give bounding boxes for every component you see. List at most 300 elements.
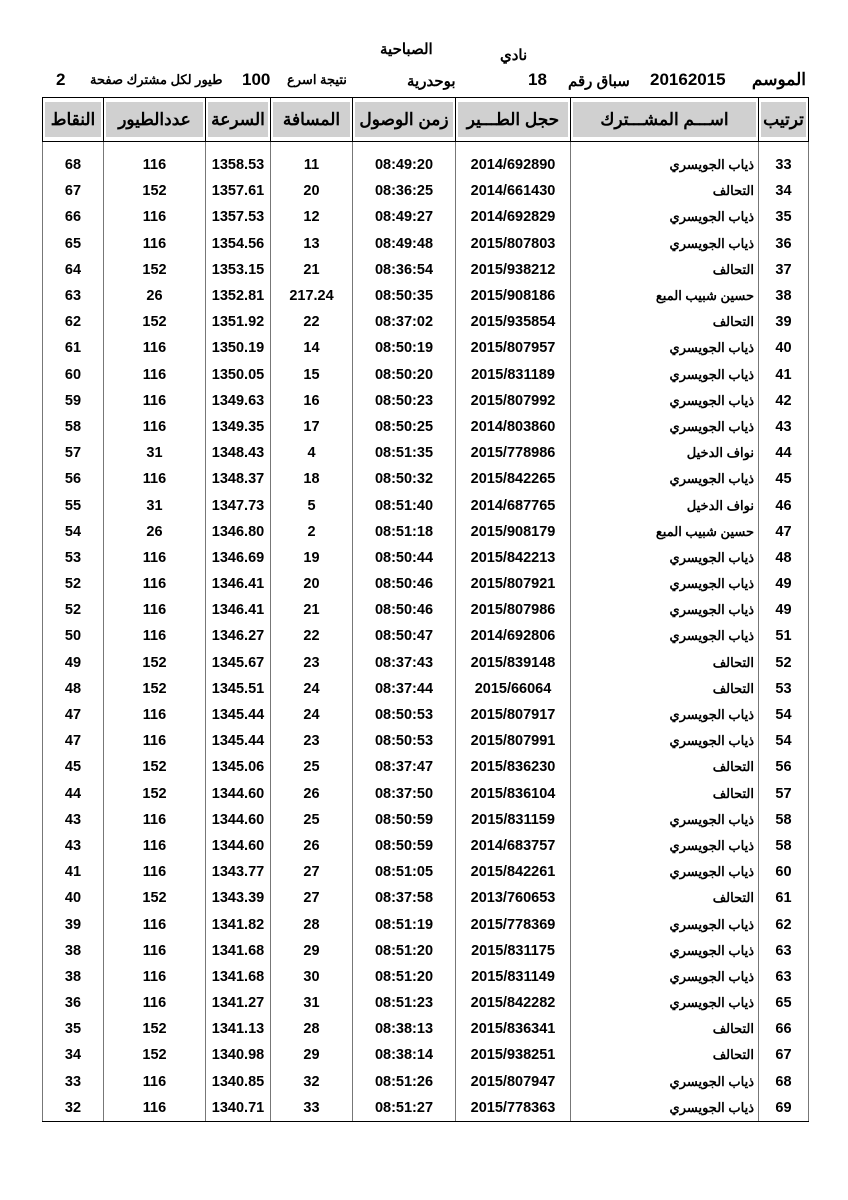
cell-ring: 2015/778369	[456, 911, 571, 937]
cell-points: 47	[43, 702, 104, 728]
col-distance-label: المسافة	[273, 102, 350, 137]
col-ring	[456, 98, 571, 142]
table-row	[43, 335, 809, 361]
table-row	[43, 702, 809, 728]
cell-speed: 1340.98	[206, 1042, 271, 1068]
cell-name: ذياب الجويسري	[571, 702, 759, 728]
cell-bird-count: 116	[104, 807, 206, 833]
col-points-label: النقاط	[45, 102, 101, 137]
cell-rank: 47	[759, 519, 809, 545]
club-name: الصباحية	[380, 41, 433, 58]
cell-bird-count: 152	[104, 754, 206, 780]
cell-rank: 33	[759, 142, 809, 179]
cell-rank: 49	[759, 571, 809, 597]
cell-speed: 1351.92	[206, 309, 271, 335]
cell-arrival-time: 08:51:20	[353, 938, 456, 964]
cell-rank: 49	[759, 597, 809, 623]
cell-ring: 2015/935854	[456, 309, 571, 335]
cell-ring: 2015/807992	[456, 388, 571, 414]
table-row	[43, 1042, 809, 1068]
table-row	[43, 885, 809, 911]
cell-name: ذياب الجويسري	[571, 1069, 759, 1095]
table-row	[43, 440, 809, 466]
table-row	[43, 990, 809, 1016]
cell-bird-count: 26	[104, 519, 206, 545]
cell-arrival-time: 08:50:46	[353, 597, 456, 623]
cell-ring: 2014/687765	[456, 492, 571, 518]
cell-rank: 62	[759, 911, 809, 937]
cell-arrival-time: 08:50:53	[353, 702, 456, 728]
cell-points: 44	[43, 781, 104, 807]
cell-arrival-time: 08:51:20	[353, 964, 456, 990]
cell-speed: 1346.80	[206, 519, 271, 545]
cell-rank: 48	[759, 545, 809, 571]
cell-rank: 46	[759, 492, 809, 518]
table-row	[43, 466, 809, 492]
cell-bird-count: 116	[104, 964, 206, 990]
cell-bird-count: 152	[104, 885, 206, 911]
result-label: نتيجة اسرع	[287, 72, 347, 87]
cell-rank: 52	[759, 650, 809, 676]
cell-distance: 2	[271, 519, 353, 545]
cell-bird-count: 152	[104, 1016, 206, 1042]
cell-speed: 1346.69	[206, 545, 271, 571]
cell-bird-count: 116	[104, 204, 206, 230]
cell-arrival-time: 08:51:35	[353, 440, 456, 466]
cell-points: 67	[43, 178, 104, 204]
col-participant-label: اســـم المشـــترك	[573, 102, 756, 137]
cell-distance: 5	[271, 492, 353, 518]
cell-rank: 40	[759, 335, 809, 361]
cell-points: 61	[43, 335, 104, 361]
cell-arrival-time: 08:49:20	[353, 142, 456, 179]
page-number: 2	[56, 70, 66, 89]
table-row	[43, 362, 809, 388]
cell-speed: 1344.60	[206, 807, 271, 833]
cell-rank: 67	[759, 1042, 809, 1068]
cell-distance: 14	[271, 335, 353, 361]
cell-distance: 21	[271, 597, 353, 623]
cell-bird-count: 116	[104, 142, 206, 179]
cell-name: ذياب الجويسري	[571, 623, 759, 649]
cell-speed: 1346.27	[206, 623, 271, 649]
col-rank-label: ترتيب	[761, 102, 806, 137]
cell-points: 33	[43, 1069, 104, 1095]
cell-distance: 16	[271, 388, 353, 414]
cell-ring: 2015/842265	[456, 466, 571, 492]
club-label: نادي	[500, 47, 528, 64]
cell-arrival-time: 08:50:23	[353, 388, 456, 414]
cell-name: ذياب الجويسري	[571, 204, 759, 230]
cell-speed: 1340.85	[206, 1069, 271, 1095]
cell-ring: 2015/807986	[456, 597, 571, 623]
col-ring-label: حجل الطـــير	[458, 102, 568, 137]
col-bird-count-label: عددالطيور	[106, 102, 203, 137]
col-speed	[206, 98, 271, 142]
cell-points: 52	[43, 597, 104, 623]
cell-bird-count: 116	[104, 859, 206, 885]
cell-speed: 1346.41	[206, 597, 271, 623]
cell-bird-count: 116	[104, 702, 206, 728]
table-row	[43, 781, 809, 807]
table-row	[43, 859, 809, 885]
cell-rank: 63	[759, 938, 809, 964]
table-row	[43, 938, 809, 964]
cell-distance: 4	[271, 440, 353, 466]
cell-rank: 45	[759, 466, 809, 492]
cell-points: 52	[43, 571, 104, 597]
result-count: 100	[242, 70, 271, 89]
cell-distance: 20	[271, 571, 353, 597]
cell-ring: 2015/836104	[456, 781, 571, 807]
cell-speed: 1358.53	[206, 142, 271, 179]
cell-name: ذياب الجويسري	[571, 231, 759, 257]
cell-name: التحالف	[571, 1042, 759, 1068]
cell-arrival-time: 08:50:44	[353, 545, 456, 571]
cell-rank: 61	[759, 885, 809, 911]
cell-ring: 2013/760653	[456, 885, 571, 911]
table-row	[43, 519, 809, 545]
cell-name: ذياب الجويسري	[571, 964, 759, 990]
cell-rank: 66	[759, 1016, 809, 1042]
cell-ring: 2015/908186	[456, 283, 571, 309]
cell-bird-count: 116	[104, 833, 206, 859]
cell-arrival-time: 08:51:05	[353, 859, 456, 885]
cell-arrival-time: 08:50:19	[353, 335, 456, 361]
cell-name: نواف الدخيل	[571, 492, 759, 518]
cell-bird-count: 116	[104, 545, 206, 571]
cell-ring: 2015/908179	[456, 519, 571, 545]
cell-name: التحالف	[571, 257, 759, 283]
cell-name: ذياب الجويسري	[571, 911, 759, 937]
cell-rank: 51	[759, 623, 809, 649]
cell-distance: 22	[271, 623, 353, 649]
cell-name: ذياب الجويسري	[571, 833, 759, 859]
cell-ring: 2015/831149	[456, 964, 571, 990]
col-arrival	[353, 98, 456, 142]
cell-points: 64	[43, 257, 104, 283]
cell-ring: 2015/831189	[456, 362, 571, 388]
cell-points: 40	[43, 885, 104, 911]
cell-speed: 1348.37	[206, 466, 271, 492]
cell-rank: 41	[759, 362, 809, 388]
cell-ring: 2015/807803	[456, 231, 571, 257]
cell-distance: 217.24	[271, 283, 353, 309]
cell-distance: 27	[271, 859, 353, 885]
cell-arrival-time: 08:51:27	[353, 1095, 456, 1122]
cell-rank: 54	[759, 728, 809, 754]
cell-distance: 26	[271, 833, 353, 859]
cell-ring: 2014/683757	[456, 833, 571, 859]
cell-speed: 1345.06	[206, 754, 271, 780]
race-number: 18	[528, 70, 547, 89]
cell-speed: 1345.51	[206, 676, 271, 702]
cell-name: ذياب الجويسري	[571, 142, 759, 179]
table-row	[43, 1095, 809, 1122]
cell-name: ذياب الجويسري	[571, 990, 759, 1016]
cell-distance: 15	[271, 362, 353, 388]
cell-arrival-time: 08:50:47	[353, 623, 456, 649]
cell-points: 66	[43, 204, 104, 230]
race-label: سباق رقم	[568, 73, 630, 90]
col-points	[43, 98, 104, 142]
cell-ring: 2014/692806	[456, 623, 571, 649]
cell-name: ذياب الجويسري	[571, 414, 759, 440]
cell-distance: 32	[271, 1069, 353, 1095]
cell-points: 41	[43, 859, 104, 885]
cell-speed: 1341.68	[206, 938, 271, 964]
cell-arrival-time: 08:37:44	[353, 676, 456, 702]
cell-bird-count: 26	[104, 283, 206, 309]
cell-distance: 13	[271, 231, 353, 257]
cell-name: ذياب الجويسري	[571, 859, 759, 885]
cell-ring: 2015/831175	[456, 938, 571, 964]
cell-speed: 1340.71	[206, 1095, 271, 1122]
cell-points: 45	[43, 754, 104, 780]
cell-rank: 58	[759, 807, 809, 833]
cell-distance: 28	[271, 911, 353, 937]
cell-distance: 24	[271, 702, 353, 728]
cell-rank: 35	[759, 204, 809, 230]
cell-arrival-time: 08:51:40	[353, 492, 456, 518]
cell-ring: 2015/938212	[456, 257, 571, 283]
cell-name: ذياب الجويسري	[571, 1095, 759, 1122]
cell-arrival-time: 08:50:32	[353, 466, 456, 492]
cell-points: 62	[43, 309, 104, 335]
cell-speed: 1341.82	[206, 911, 271, 937]
cell-rank: 36	[759, 231, 809, 257]
cell-points: 53	[43, 545, 104, 571]
cell-speed: 1349.63	[206, 388, 271, 414]
cell-rank: 38	[759, 283, 809, 309]
cell-bird-count: 31	[104, 492, 206, 518]
table-row	[43, 231, 809, 257]
cell-arrival-time: 08:49:27	[353, 204, 456, 230]
cell-name: نواف الدخيل	[571, 440, 759, 466]
cell-bird-count: 116	[104, 1069, 206, 1095]
cell-bird-count: 116	[104, 1095, 206, 1122]
cell-ring: 2015/842282	[456, 990, 571, 1016]
cell-distance: 20	[271, 178, 353, 204]
table-row	[43, 204, 809, 230]
cell-arrival-time: 08:49:48	[353, 231, 456, 257]
cell-points: 59	[43, 388, 104, 414]
cell-arrival-time: 08:38:13	[353, 1016, 456, 1042]
table-row	[43, 571, 809, 597]
cell-rank: 60	[759, 859, 809, 885]
table-row	[43, 650, 809, 676]
cell-speed: 1352.81	[206, 283, 271, 309]
cell-arrival-time: 08:50:25	[353, 414, 456, 440]
cell-points: 54	[43, 519, 104, 545]
cell-rank: 56	[759, 754, 809, 780]
cell-bird-count: 152	[104, 178, 206, 204]
table-header	[43, 98, 809, 142]
cell-arrival-time: 08:50:59	[353, 807, 456, 833]
col-distance	[271, 98, 353, 142]
cell-distance: 12	[271, 204, 353, 230]
table-row	[43, 142, 809, 179]
cell-speed: 1357.61	[206, 178, 271, 204]
cell-bird-count: 116	[104, 571, 206, 597]
cell-bird-count: 116	[104, 938, 206, 964]
cell-speed: 1346.41	[206, 571, 271, 597]
season-label: الموسم	[751, 70, 806, 89]
cell-name: ذياب الجويسري	[571, 388, 759, 414]
table-row	[43, 676, 809, 702]
cell-speed: 1343.39	[206, 885, 271, 911]
cell-ring: 2015/839148	[456, 650, 571, 676]
cell-rank: 39	[759, 309, 809, 335]
cell-rank: 42	[759, 388, 809, 414]
cell-arrival-time: 08:37:02	[353, 309, 456, 335]
cell-name: التحالف	[571, 885, 759, 911]
cell-ring: 2015/836341	[456, 1016, 571, 1042]
cell-bird-count: 152	[104, 257, 206, 283]
cell-bird-count: 116	[104, 728, 206, 754]
cell-rank: 53	[759, 676, 809, 702]
cell-distance: 26	[271, 781, 353, 807]
cell-arrival-time: 08:50:20	[353, 362, 456, 388]
cell-distance: 23	[271, 728, 353, 754]
table-row	[43, 623, 809, 649]
results-table	[42, 97, 809, 1122]
cell-name: التحالف	[571, 1016, 759, 1042]
table-row	[43, 414, 809, 440]
cell-name: التحالف	[571, 178, 759, 204]
table-row	[43, 388, 809, 414]
cell-speed: 1353.15	[206, 257, 271, 283]
cell-name: ذياب الجويسري	[571, 545, 759, 571]
cell-bird-count: 116	[104, 597, 206, 623]
cell-ring: 2015/836230	[456, 754, 571, 780]
col-bird-count	[104, 98, 206, 142]
cell-distance: 18	[271, 466, 353, 492]
cell-distance: 29	[271, 938, 353, 964]
season-value: 20162015	[650, 70, 726, 89]
cell-arrival-time: 08:50:46	[353, 571, 456, 597]
cell-points: 58	[43, 414, 104, 440]
cell-points: 39	[43, 911, 104, 937]
cell-distance: 23	[271, 650, 353, 676]
cell-arrival-time: 08:50:53	[353, 728, 456, 754]
cell-ring: 2015/778363	[456, 1095, 571, 1122]
table-row	[43, 1069, 809, 1095]
cell-arrival-time: 08:37:47	[353, 754, 456, 780]
cell-name: ذياب الجويسري	[571, 807, 759, 833]
table-row	[43, 545, 809, 571]
table-row	[43, 283, 809, 309]
cell-rank: 57	[759, 781, 809, 807]
table-row	[43, 1016, 809, 1042]
table-row	[43, 728, 809, 754]
table-row	[43, 833, 809, 859]
cell-bird-count: 152	[104, 309, 206, 335]
cell-name: حسين شبيب المبع	[571, 283, 759, 309]
cell-speed: 1345.44	[206, 728, 271, 754]
cell-points: 32	[43, 1095, 104, 1122]
cell-speed: 1347.73	[206, 492, 271, 518]
cell-rank: 43	[759, 414, 809, 440]
cell-speed: 1341.68	[206, 964, 271, 990]
cell-speed: 1350.05	[206, 362, 271, 388]
cell-arrival-time: 08:50:35	[353, 283, 456, 309]
cell-points: 60	[43, 362, 104, 388]
location: بوحدرية	[407, 73, 456, 90]
cell-distance: 11	[271, 142, 353, 179]
cell-points: 35	[43, 1016, 104, 1042]
cell-points: 48	[43, 676, 104, 702]
cell-ring: 2015/778986	[456, 440, 571, 466]
cell-rank: 44	[759, 440, 809, 466]
cell-bird-count: 116	[104, 911, 206, 937]
cell-arrival-time: 08:51:19	[353, 911, 456, 937]
cell-bird-count: 152	[104, 781, 206, 807]
cell-bird-count: 31	[104, 440, 206, 466]
table-row	[43, 754, 809, 780]
col-arrival-label: زمن الوصول	[355, 102, 453, 137]
cell-points: 49	[43, 650, 104, 676]
cell-arrival-time: 08:37:50	[353, 781, 456, 807]
cell-name: ذياب الجويسري	[571, 466, 759, 492]
table-row	[43, 257, 809, 283]
cell-points: 36	[43, 990, 104, 1016]
cell-ring: 2015/807947	[456, 1069, 571, 1095]
cell-ring: 2014/803860	[456, 414, 571, 440]
cell-rank: 63	[759, 964, 809, 990]
cell-ring: 2015/842213	[456, 545, 571, 571]
cell-speed: 1341.27	[206, 990, 271, 1016]
cell-bird-count: 116	[104, 362, 206, 388]
cell-bird-count: 116	[104, 466, 206, 492]
table-row	[43, 964, 809, 990]
cell-name: التحالف	[571, 650, 759, 676]
cell-ring: 2014/692829	[456, 204, 571, 230]
cell-points: 34	[43, 1042, 104, 1068]
cell-points: 55	[43, 492, 104, 518]
col-rank	[759, 98, 809, 142]
cell-bird-count: 116	[104, 623, 206, 649]
cell-name: التحالف	[571, 676, 759, 702]
cell-bird-count: 116	[104, 231, 206, 257]
cell-rank: 34	[759, 178, 809, 204]
cell-speed: 1357.53	[206, 204, 271, 230]
cell-arrival-time: 08:37:43	[353, 650, 456, 676]
table-row	[43, 597, 809, 623]
cell-name: التحالف	[571, 754, 759, 780]
cell-points: 56	[43, 466, 104, 492]
cell-distance: 25	[271, 754, 353, 780]
cell-name: ذياب الجويسري	[571, 938, 759, 964]
cell-rank: 37	[759, 257, 809, 283]
cell-speed: 1344.60	[206, 781, 271, 807]
cell-rank: 68	[759, 1069, 809, 1095]
cell-bird-count: 116	[104, 335, 206, 361]
cell-rank: 65	[759, 990, 809, 1016]
cell-points: 43	[43, 833, 104, 859]
cell-ring: 2015/807957	[456, 335, 571, 361]
cell-points: 68	[43, 142, 104, 179]
cell-arrival-time: 08:51:26	[353, 1069, 456, 1095]
cell-points: 57	[43, 440, 104, 466]
cell-points: 38	[43, 938, 104, 964]
cell-distance: 31	[271, 990, 353, 1016]
cell-name: ذياب الجويسري	[571, 571, 759, 597]
cell-distance: 28	[271, 1016, 353, 1042]
cell-points: 63	[43, 283, 104, 309]
table-row	[43, 178, 809, 204]
cell-speed: 1348.43	[206, 440, 271, 466]
